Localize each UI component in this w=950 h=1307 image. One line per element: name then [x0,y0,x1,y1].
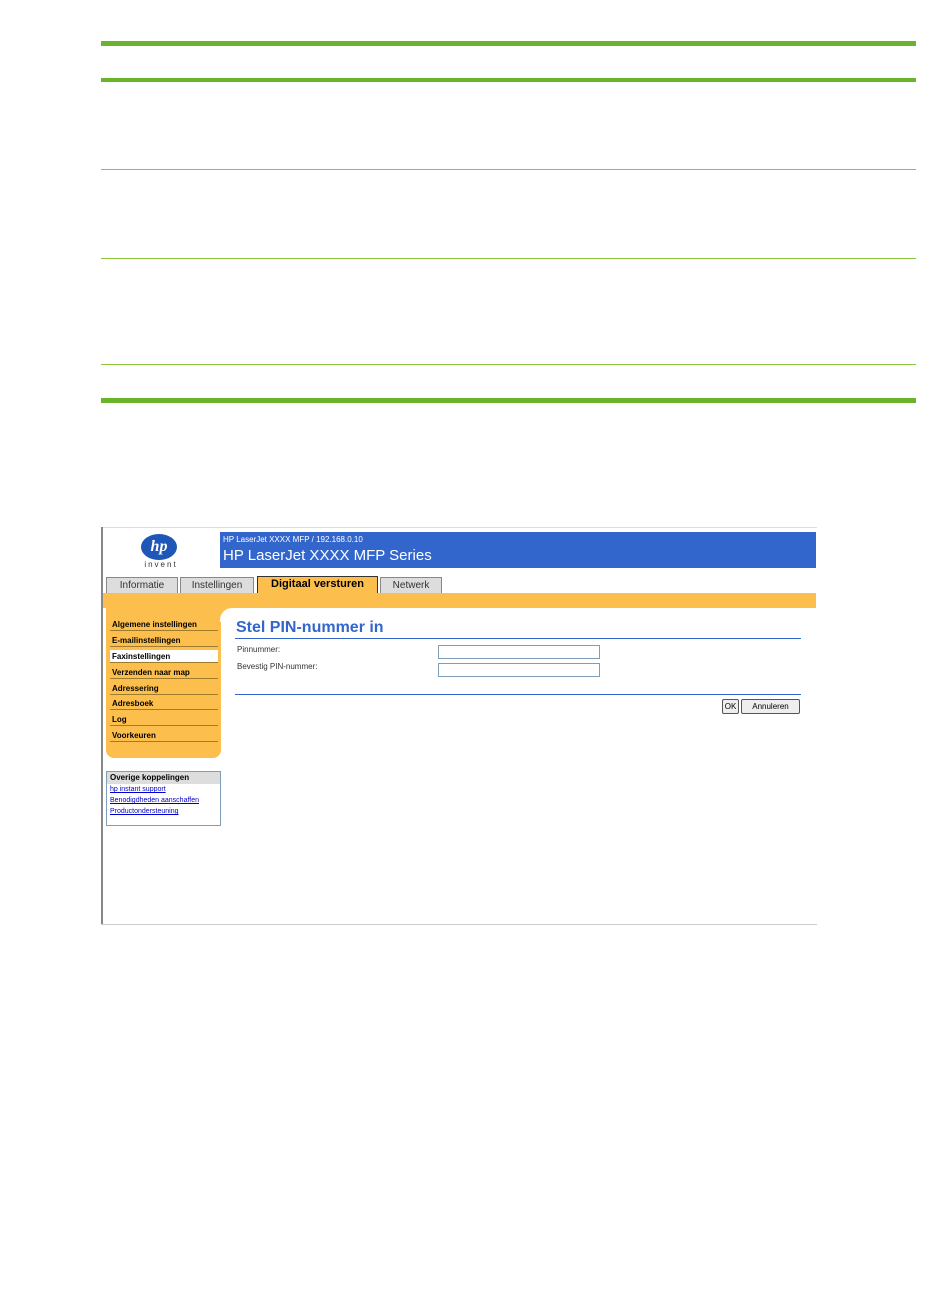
link-hp-instant-support[interactable]: hp instant support [110,786,166,793]
sidebar-item-adressering[interactable]: Adressering [110,682,218,695]
table-row-rule [101,364,916,365]
tab-digitaal-versturen[interactable]: Digitaal versturen [257,576,378,594]
sidebar-item-voorkeuren[interactable]: Voorkeuren [110,729,218,742]
device-title: HP LaserJet XXXX MFP Series [223,547,432,564]
table-row-rule [101,258,916,259]
confirm-pin-input[interactable] [438,663,600,677]
pin-input[interactable] [438,645,600,659]
tab-instellingen[interactable]: Instellingen [180,577,254,593]
table-row-rule [101,169,916,170]
table-bottom-rule [101,398,916,403]
tab-strip [103,593,816,608]
table-header-rule [101,78,916,82]
cancel-button[interactable]: Annuleren [741,699,800,714]
hp-logo-icon: hp [141,534,177,560]
screenshot-border [101,527,103,925]
sidebar-item-e-mailinstellingen[interactable]: E-mailinstellingen [110,634,218,647]
other-links-heading: Overige koppelingen [107,772,220,784]
sidebar-item-log[interactable]: Log [110,713,218,726]
sidebar-item-faxinstellingen[interactable]: Faxinstellingen [110,650,218,663]
link-benodigdheden-aanschaffen[interactable]: Benodigdheden aanschaffen [110,797,200,804]
confirm-pin-label: Bevestig PIN-nummer: [237,662,318,671]
link-productondersteuning[interactable]: Productondersteuning [110,808,179,815]
device-address: HP LaserJet XXXX MFP / 192.168.0.10 [223,535,363,544]
sidebar-item-algemene-instellingen[interactable]: Algemene instellingen [110,618,218,631]
tab-netwerk[interactable]: Netwerk [380,577,442,593]
sidebar-item-verzenden-naar-map[interactable]: Verzenden naar map [110,666,218,679]
content-corner [220,608,234,622]
tab-informatie[interactable]: Informatie [106,577,178,593]
logo-tagline: invent [144,560,178,569]
device-title-bar [220,532,816,568]
sidebar [106,608,221,758]
pin-label: Pinnummer: [237,645,281,654]
sidebar-item-adresboek[interactable]: Adresboek [110,697,218,710]
table-top-rule [101,41,916,46]
form-divider [235,694,801,695]
other-links-panel [106,771,221,826]
screenshot-border [101,527,817,528]
title-divider [235,638,801,639]
ok-button[interactable]: OK [722,699,739,714]
page-title: Stel PIN-nummer in [236,619,384,636]
screenshot-border [101,924,817,925]
